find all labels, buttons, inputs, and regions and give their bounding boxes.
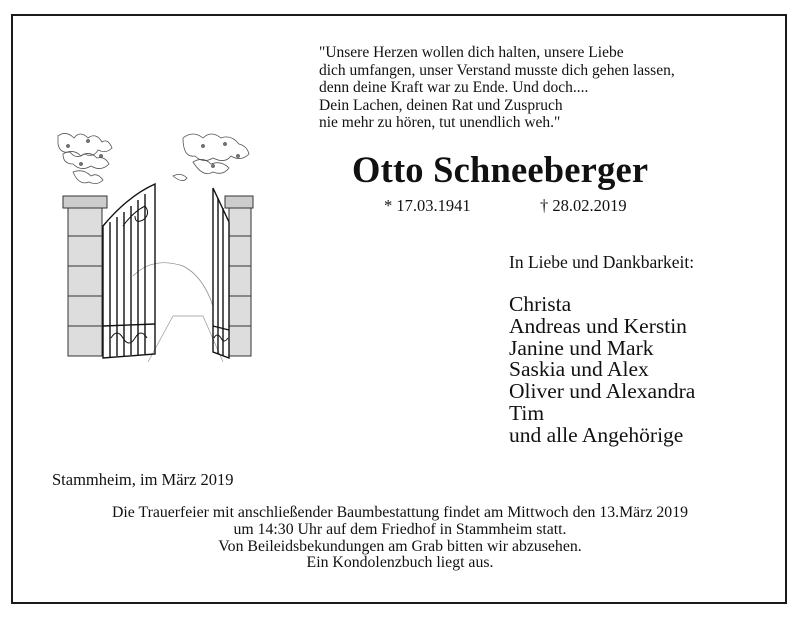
mourner-name: Andreas und Kerstin xyxy=(509,313,687,338)
mourners-list xyxy=(509,294,695,447)
notice-line: Ein Kondolenzbuch liegt aus. xyxy=(306,554,494,572)
mourners-intro: In Liebe und Dankbarkeit: xyxy=(509,252,695,272)
notice-line: um 14:30 Uhr auf dem Friedhof in Stammheim statt. xyxy=(233,520,567,538)
garden-gate-illustration xyxy=(53,126,255,362)
right-gate xyxy=(213,188,229,358)
birth-date: * 17.03.1941 xyxy=(384,196,471,215)
memorial-quote xyxy=(319,44,675,132)
mourner-name: Tim xyxy=(509,400,545,425)
place-and-date: Stammheim, im März 2019 xyxy=(52,470,234,489)
foliage-right xyxy=(173,134,249,181)
quote-line: dich umfangen, unser Verstand musste dich gehen lassen, xyxy=(319,61,675,79)
deceased-name: Otto Schneeberger xyxy=(352,149,649,190)
left-gate xyxy=(103,184,155,358)
quote-line: denn deine Kraft war zu Ende. Und doch.... xyxy=(319,79,589,97)
quote-line: Dein Lachen, deinen Rat und Zuspruch xyxy=(319,96,563,114)
notice-line: Die Trauerfeier mit anschließender Baumbestattung findet am Mittwoch den 13.März 2019 xyxy=(112,504,688,521)
quote-line: nie mehr zu hören, tut unendlich weh." xyxy=(319,114,561,132)
mourner-name: Christa xyxy=(509,292,572,316)
garden-path xyxy=(148,316,223,362)
mourner-name: Saskia und Alex xyxy=(509,357,649,382)
foliage-left xyxy=(58,133,112,183)
mourner-name: Janine und Mark xyxy=(509,335,654,360)
mourner-name: und alle Angehörige xyxy=(509,422,684,447)
notice-line: Von Beileidsbekundungen am Grab bitten wir abzusehen. xyxy=(218,537,582,555)
death-date: † 28.02.2019 xyxy=(540,196,627,215)
left-pillar xyxy=(63,196,107,356)
funeral-notice xyxy=(40,505,760,572)
mourner-name: Oliver und Alexandra xyxy=(509,379,696,404)
quote-line: "Unsere Herzen wollen dich halten, unsere Liebe xyxy=(319,44,624,61)
